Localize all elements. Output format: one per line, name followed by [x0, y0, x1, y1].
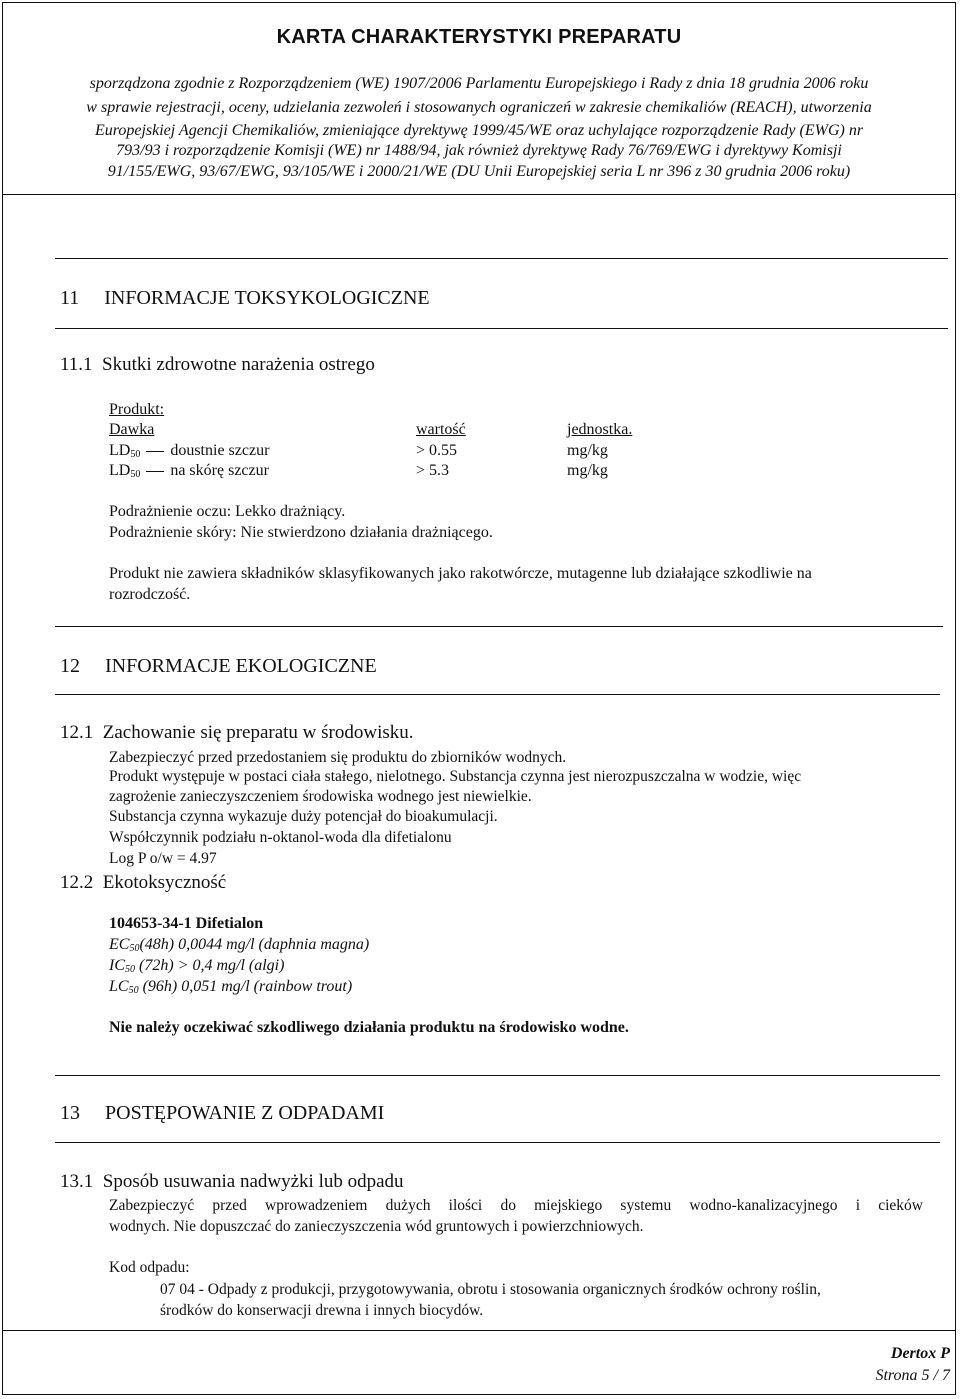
regulation-line: sporządzona zgodnie z Rozporządzeniem (WE) 1907/2006 Parlamentu Europejskiego i Rady z dnia 18 grudnia 2006 roku	[89, 75, 869, 92]
table-row	[109, 462, 269, 480]
regulation-line: w sprawie rejestracji, oceny, udzielania zezwoleń i stosowanych ograniczeń w zakresie chemikaliów (REACH), utworzenia	[86, 99, 872, 116]
compound-name: 104653-34-1 Difetialon	[109, 915, 264, 932]
tox-subscript: 50	[128, 985, 139, 996]
tox-detail: (72h) > 0,4 mg/l (algi)	[135, 957, 285, 974]
table-cell-unit: mg/kg	[567, 442, 608, 459]
tox-value	[109, 957, 284, 975]
tox-value	[109, 936, 369, 954]
section-11-heading: 11 INFORMACJE TOKSYKOLOGICZNE	[60, 287, 430, 309]
table-row	[109, 442, 269, 460]
dose-subscript: 50	[130, 449, 141, 460]
eye-irritation: Podrażnienie oczu: Lekko drażniący.	[109, 503, 346, 520]
table-cell-value: > 0.55	[416, 442, 458, 459]
table-header-unit: jednostka.	[567, 421, 633, 438]
tox-detail: (48h) 0,0044 mg/l (daphnia magna)	[139, 936, 370, 953]
footer-product-name: Dertox P	[890, 1345, 950, 1362]
table-header-value: wartość	[416, 421, 466, 438]
section-12-1-heading: 12.1 Zachowanie się preparatu w środowisku.	[60, 722, 414, 743]
route-label: doustnie szczur	[170, 442, 270, 459]
divider	[55, 694, 940, 695]
footer-divider	[2, 1330, 956, 1331]
tox-metric: IC	[109, 957, 125, 974]
dash-line	[146, 471, 164, 472]
paragraph-line: Log P o/w = 4.97	[109, 850, 217, 867]
section-12-2-heading: 12.2 Ekotoksyczność	[60, 872, 227, 893]
regulation-line: Europejskiej Agencji Chemikaliów, zmieniające dyrektywę 1999/45/WE oraz uchylające rozporządzenie Rady (EWG) nr	[94, 122, 864, 139]
regulation-line: 793/93 i rozporządzenie Komisji (WE) nr 1488/94, jak również dyrektywę Rady 76/769/EWG i dyrektywy Komisji	[116, 142, 842, 159]
dash-line	[146, 451, 164, 452]
section-12-heading: 12 INFORMACJE EKOLOGICZNE	[60, 655, 377, 677]
cmr-note: rozrodczość.	[109, 586, 191, 603]
dose-label: LD	[109, 462, 131, 479]
tox-detail: (96h) 0,051 mg/l (rainbow trout)	[138, 978, 353, 995]
section-13-heading: 13 POSTĘPOWANIE Z ODPADAMI	[60, 1102, 385, 1124]
divider	[55, 328, 948, 329]
cmr-note: Produkt nie zawiera składników sklasyfikowanych jako rakotwórcze, mutagenne lub działające szkodliwie na	[109, 565, 812, 582]
divider	[55, 1142, 940, 1143]
waste-code-description: 07 04 - Odpady z produkcji, przygotowywania, obrotu i stosowania organicznych środków ochrony roślin,	[160, 1281, 821, 1298]
paragraph-line: Zabezpieczyć przed wprowadzeniem dużych ilości do miejskiego systemu wodno-kanalizacyjnego i cieków	[109, 1197, 923, 1214]
divider	[55, 626, 943, 627]
paragraph-line: Substancja czynna wykazuje duży potencjał do bioakumulacji.	[109, 808, 498, 825]
eco-conclusion: Nie należy oczekiwać szkodliwego działania produktu na środowisko wodne.	[109, 1019, 629, 1036]
table-cell-unit: mg/kg	[567, 462, 608, 479]
tox-value	[109, 978, 352, 996]
footer-page-number: Strona 5 / 7	[875, 1367, 950, 1384]
paragraph-line: Produkt występuje w postaci ciała stałego, nielotnego. Substancja czynna jest nierozpuszczalna w wodzie, więc	[109, 768, 802, 785]
tox-subscript: 50	[125, 964, 135, 975]
tox-metric: EC	[109, 936, 130, 953]
paragraph-line: Współczynnik podziału n-oktanol-woda dla difetialonu	[109, 829, 452, 846]
section-11-1-heading: 11.1 Skutki zdrowotne narażenia ostrego	[60, 354, 375, 375]
tox-subscript: 50	[129, 943, 140, 954]
produkt-label: Produkt:	[109, 401, 165, 418]
table-cell-value: > 5.3	[416, 462, 450, 479]
table-header-dose: Dawka	[109, 421, 155, 438]
paragraph-line: wodnych. Nie dopuszczać do zanieczyszczenia wód gruntowych i powierzchniowych.	[109, 1218, 644, 1235]
skin-irritation: Podrażnienie skóry: Nie stwierdzono działania drażniącego.	[109, 524, 493, 541]
paragraph-line: zagrożenie zanieczyszczeniem środowiska wodnego jest niewielkie.	[109, 788, 532, 805]
waste-code-description: środków do konserwacji drewna i innych biocydów.	[160, 1302, 484, 1319]
dose-subscript: 50	[130, 469, 141, 480]
divider	[55, 1075, 940, 1076]
section-13-1-heading: 13.1 Sposób usuwania nadwyżki lub odpadu	[60, 1171, 404, 1192]
document-title: KARTA CHARAKTERYSTYKI PREPARATU	[276, 26, 682, 48]
route-label: na skórę szczur	[170, 462, 269, 479]
regulation-line: 91/155/EWG, 93/67/EWG, 93/105/WE i 2000/21/WE (DU Unii Europejskiej seria L nr 396 z 30 grudnia 2006 roku)	[107, 163, 851, 180]
paragraph-line: Zabezpieczyć przed przedostaniem się produktu do zbiorników wodnych.	[109, 749, 567, 766]
dose-label: LD	[109, 442, 131, 459]
tox-metric: LC	[109, 978, 129, 995]
divider	[55, 258, 948, 259]
document-header	[2, 2, 956, 195]
waste-code-label: Kod odpadu:	[109, 1259, 190, 1276]
